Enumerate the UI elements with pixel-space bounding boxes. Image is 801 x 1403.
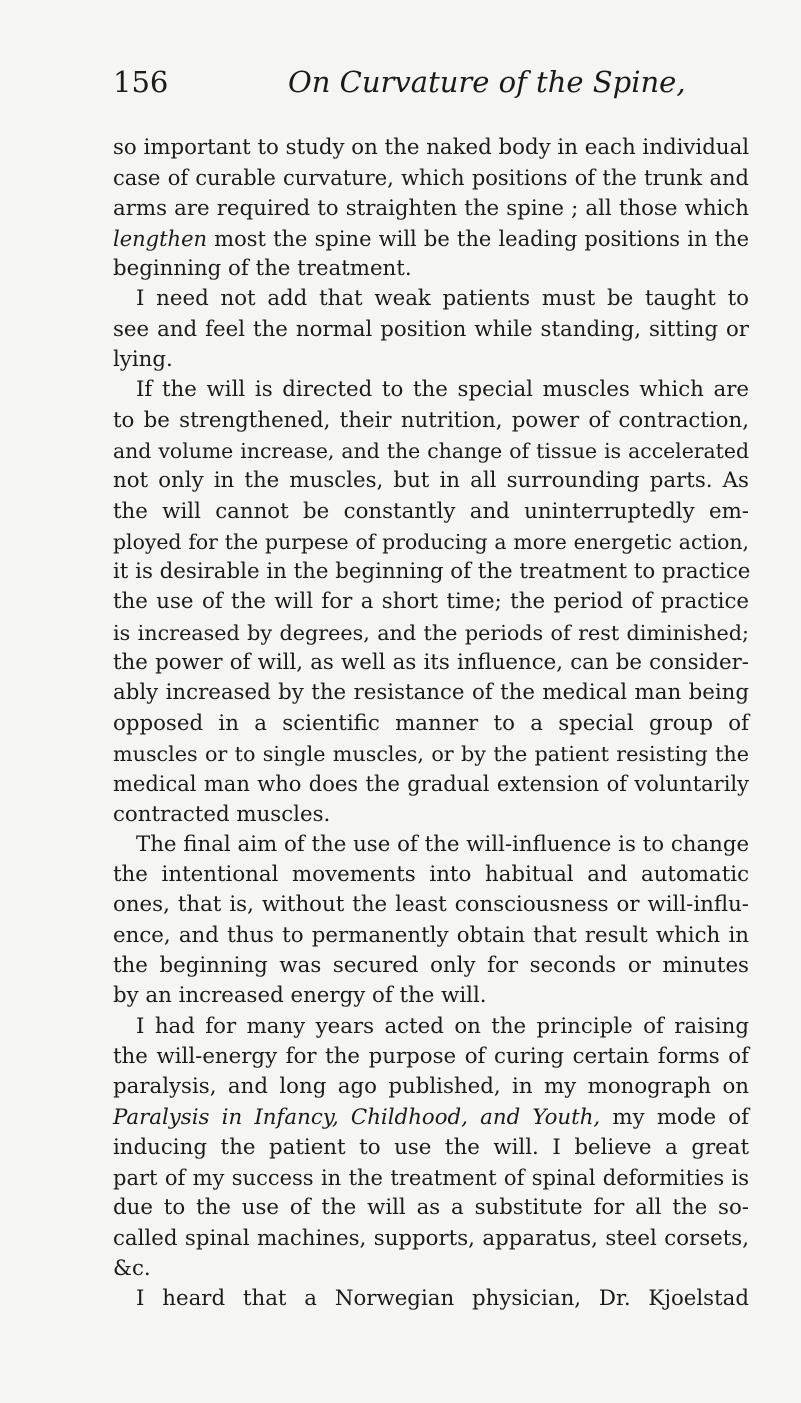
text-line bbox=[113, 860, 749, 890]
text-line bbox=[113, 1072, 749, 1102]
text-segment: by an increased energy of the will. bbox=[113, 983, 487, 1009]
text-segment: beginning of the treatment. bbox=[113, 256, 412, 282]
text-line bbox=[113, 981, 749, 1011]
italic-text: lengthen bbox=[113, 226, 208, 251]
text-line bbox=[113, 890, 749, 920]
text-segment: the will-energy for the purpose of curing certain forms of bbox=[113, 1043, 749, 1069]
text-line bbox=[113, 163, 749, 193]
text-segment: The final aim of the use of the will-influence is to change bbox=[136, 831, 750, 857]
running-title: On Curvature of the Spine, bbox=[288, 65, 686, 99]
text-line bbox=[113, 1133, 749, 1163]
text-segment: contracted muscles. bbox=[113, 801, 331, 827]
text-segment: I heard that a Norwegian physician, Dr. Kjoelstad bbox=[136, 1286, 749, 1312]
text-line bbox=[113, 587, 749, 617]
text-segment: not only in the muscles, but in all surrounding parts. As bbox=[113, 468, 749, 494]
text-line bbox=[113, 618, 749, 648]
text-segment: arms are required to straighten the spine ; all those which bbox=[113, 195, 749, 221]
text-line bbox=[113, 1193, 749, 1223]
text-segment: If the will is directed to the special muscles which are bbox=[136, 377, 749, 403]
text-segment: muscles or to single muscles, or by the patient resisting the bbox=[113, 741, 749, 766]
text-line bbox=[113, 406, 749, 436]
text-line bbox=[113, 194, 749, 224]
text-segment: most the spine will be the leading positions in the bbox=[207, 226, 749, 251]
text-line bbox=[113, 1224, 749, 1254]
text-segment: I need not add that weak patients must be taught to bbox=[136, 286, 749, 312]
text-segment: ones, that is, without the least consciousness or will-influ- bbox=[113, 892, 749, 918]
text-segment: is increased by degrees, and the periods of rest diminished; bbox=[113, 620, 749, 645]
text-segment: part of my success in the treatment of spinal deformities is bbox=[113, 1166, 749, 1191]
text-line bbox=[113, 1284, 749, 1314]
text-segment: the use of the will for a short time; the period of practice bbox=[113, 589, 749, 615]
text-line bbox=[113, 921, 749, 951]
text-line bbox=[113, 436, 749, 466]
text-line bbox=[113, 678, 749, 708]
text-segment: my mode of bbox=[600, 1104, 749, 1130]
text-line bbox=[113, 648, 749, 678]
page-number: 156 bbox=[113, 65, 169, 99]
text-line bbox=[113, 1012, 749, 1042]
text-segment: due to the use of the will as a substitute for all the so- bbox=[113, 1195, 749, 1221]
text-line bbox=[113, 375, 749, 405]
text-line bbox=[113, 224, 749, 254]
text-segment: opposed in a scientific manner to a special group of bbox=[113, 710, 749, 736]
text-segment: &c. bbox=[113, 1255, 151, 1281]
text-line bbox=[113, 133, 749, 163]
text-line bbox=[113, 951, 749, 981]
text-line bbox=[113, 557, 749, 587]
text-segment: I had for many years acted on the principle of raising bbox=[136, 1013, 749, 1039]
text-segment: the beginning was secured only for seconds or minutes bbox=[113, 953, 749, 979]
text-line bbox=[113, 1254, 749, 1284]
text-line bbox=[113, 254, 749, 284]
text-segment: to be strengthened, their nutrition, power of contraction, bbox=[113, 407, 749, 433]
text-segment: the power of will, as well as its influence, can be consider- bbox=[113, 650, 749, 676]
text-line bbox=[113, 769, 749, 799]
text-segment: and volume increase, and the change of tissue is accelerated bbox=[113, 438, 749, 463]
text-segment: medical man who does the gradual extension of voluntarily bbox=[113, 772, 749, 797]
text-segment: it is desirable in the beginning of the treatment to practice bbox=[113, 559, 751, 585]
text-segment: ployed for the purpese of producing a more energetic action, bbox=[113, 529, 749, 554]
text-segment: paralysis, and long ago published, in my monograph on bbox=[113, 1074, 749, 1100]
text-line bbox=[113, 527, 749, 557]
text-line bbox=[113, 497, 749, 527]
text-segment: ence, and thus to permanently obtain that result which in bbox=[113, 922, 749, 948]
text-segment: the intentional movements into habitual and automatic bbox=[113, 862, 749, 888]
text-segment: called spinal machines, supports, apparatus, steel corsets, bbox=[113, 1225, 749, 1251]
text-segment: case of curable curvature, which positions of the trunk and bbox=[113, 166, 749, 191]
text-line bbox=[113, 1103, 749, 1133]
text-segment: the will cannot be constantly and uninterruptedly em- bbox=[113, 498, 749, 524]
text-segment: inducing the patient to use the will. I believe a great bbox=[113, 1134, 749, 1160]
text-segment: ably increased by the resistance of the medical man being bbox=[113, 680, 749, 706]
body-text bbox=[113, 133, 749, 1315]
text-line bbox=[113, 830, 749, 860]
text-line bbox=[113, 709, 749, 739]
page-header bbox=[113, 62, 753, 102]
text-line bbox=[113, 315, 749, 345]
text-line bbox=[113, 800, 749, 830]
text-line bbox=[113, 284, 749, 314]
text-line bbox=[113, 739, 749, 769]
text-line bbox=[113, 1163, 749, 1193]
text-segment: see and feel the normal position while standing, sitting or bbox=[113, 316, 749, 342]
italic-text: Paralysis in Infancy, Childhood, and Youth, bbox=[113, 1104, 601, 1130]
text-line bbox=[113, 345, 749, 375]
text-segment: lying. bbox=[113, 347, 173, 373]
text-line bbox=[113, 1042, 749, 1072]
text-line bbox=[113, 466, 749, 496]
text-segment: so important to study on the naked body in each individual bbox=[113, 135, 750, 160]
